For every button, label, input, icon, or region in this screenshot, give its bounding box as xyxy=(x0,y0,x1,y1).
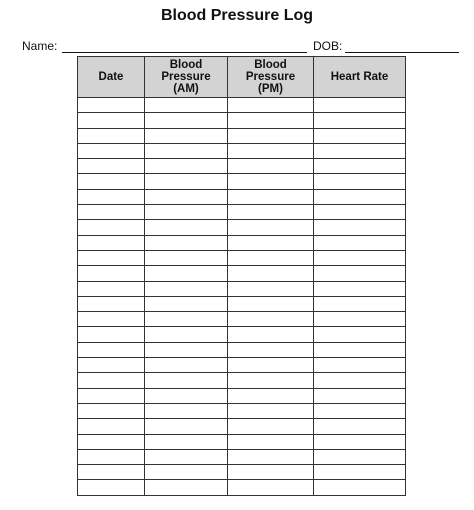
date-cell[interactable] xyxy=(78,434,145,449)
bp-pm-cell[interactable] xyxy=(228,373,314,388)
header-row xyxy=(78,57,406,98)
heart-rate-cell[interactable] xyxy=(314,98,406,113)
date-cell[interactable] xyxy=(78,403,145,418)
table-row xyxy=(78,480,406,495)
heart-rate-cell[interactable] xyxy=(314,465,406,480)
bp-pm-cell[interactable] xyxy=(228,403,314,418)
table-row xyxy=(78,403,406,418)
bp-pm-cell[interactable] xyxy=(228,312,314,327)
table-row xyxy=(78,434,406,449)
table-row xyxy=(78,327,406,342)
date-cell[interactable] xyxy=(78,98,145,113)
bp-am-cell[interactable] xyxy=(145,113,228,128)
table-row xyxy=(78,128,406,143)
heart-rate-cell[interactable] xyxy=(314,250,406,265)
table-row xyxy=(78,159,406,174)
bp-pm-cell[interactable] xyxy=(228,189,314,204)
heart-rate-cell[interactable] xyxy=(314,113,406,128)
bp-am-cell[interactable] xyxy=(145,189,228,204)
bp-am-cell[interactable] xyxy=(145,480,228,495)
heart-rate-cell[interactable] xyxy=(314,128,406,143)
bp-pm-cell[interactable] xyxy=(228,327,314,342)
name-label: Name: xyxy=(22,39,58,53)
bp-am-cell[interactable] xyxy=(145,327,228,342)
date-cell[interactable] xyxy=(78,296,145,311)
column-header-bp-pm: Blood Pressure (PM) xyxy=(228,57,314,98)
date-cell[interactable] xyxy=(78,250,145,265)
heart-rate-cell[interactable] xyxy=(314,434,406,449)
bp-pm-cell[interactable] xyxy=(228,205,314,220)
bp-am-cell[interactable] xyxy=(145,449,228,464)
bp-pm-cell[interactable] xyxy=(228,342,314,357)
bp-pm-cell[interactable] xyxy=(228,296,314,311)
bp-pm-cell[interactable] xyxy=(228,388,314,403)
heart-rate-cell[interactable] xyxy=(314,281,406,296)
heart-rate-cell[interactable] xyxy=(314,189,406,204)
bp-am-cell[interactable] xyxy=(145,266,228,281)
bp-am-cell[interactable] xyxy=(145,220,228,235)
date-cell[interactable] xyxy=(78,388,145,403)
heart-rate-cell[interactable] xyxy=(314,266,406,281)
bp-am-cell[interactable] xyxy=(145,434,228,449)
bp-pm-cell[interactable] xyxy=(228,98,314,113)
blood-pressure-log-table xyxy=(77,56,406,496)
bp-am-cell[interactable] xyxy=(145,159,228,174)
table-row xyxy=(78,143,406,158)
table-row xyxy=(78,281,406,296)
heart-rate-cell[interactable] xyxy=(314,373,406,388)
bp-am-cell[interactable] xyxy=(145,373,228,388)
table-row xyxy=(78,250,406,265)
heart-rate-cell[interactable] xyxy=(314,205,406,220)
heart-rate-cell[interactable] xyxy=(314,296,406,311)
table-row xyxy=(78,465,406,480)
table-row xyxy=(78,266,406,281)
bp-pm-cell[interactable] xyxy=(228,358,314,373)
bp-am-cell[interactable] xyxy=(145,296,228,311)
date-cell[interactable] xyxy=(78,205,145,220)
table-row xyxy=(78,388,406,403)
heart-rate-cell[interactable] xyxy=(314,159,406,174)
bp-am-cell[interactable] xyxy=(145,98,228,113)
bp-pm-cell[interactable] xyxy=(228,449,314,464)
table-row xyxy=(78,220,406,235)
heart-rate-cell[interactable] xyxy=(314,388,406,403)
table-row xyxy=(78,312,406,327)
heart-rate-cell[interactable] xyxy=(314,235,406,250)
bp-am-cell[interactable] xyxy=(145,312,228,327)
table-row xyxy=(78,113,406,128)
column-header-date: Date xyxy=(78,57,145,98)
bp-am-cell[interactable] xyxy=(145,128,228,143)
log-body xyxy=(78,98,406,496)
bp-am-cell[interactable] xyxy=(145,281,228,296)
bp-am-cell[interactable] xyxy=(145,235,228,250)
heart-rate-cell[interactable] xyxy=(314,480,406,495)
heart-rate-cell[interactable] xyxy=(314,312,406,327)
dob-label: DOB: xyxy=(313,39,343,53)
bp-am-cell[interactable] xyxy=(145,342,228,357)
bp-pm-cell[interactable] xyxy=(228,113,314,128)
table-row xyxy=(78,174,406,189)
heart-rate-cell[interactable] xyxy=(314,358,406,373)
table-row xyxy=(78,189,406,204)
date-cell[interactable] xyxy=(78,373,145,388)
table-row xyxy=(78,342,406,357)
bp-am-cell[interactable] xyxy=(145,143,228,158)
bp-pm-cell[interactable] xyxy=(228,419,314,434)
date-cell[interactable] xyxy=(78,358,145,373)
date-cell[interactable] xyxy=(78,220,145,235)
dob-entry-line[interactable] xyxy=(345,52,459,53)
date-cell[interactable] xyxy=(78,480,145,495)
bp-am-cell[interactable] xyxy=(145,388,228,403)
heart-rate-cell[interactable] xyxy=(314,327,406,342)
bp-pm-cell[interactable] xyxy=(228,250,314,265)
bp-pm-cell[interactable] xyxy=(228,143,314,158)
bp-pm-cell[interactable] xyxy=(228,128,314,143)
date-cell[interactable] xyxy=(78,266,145,281)
bp-am-cell[interactable] xyxy=(145,205,228,220)
bp-pm-cell[interactable] xyxy=(228,235,314,250)
date-cell[interactable] xyxy=(78,174,145,189)
table-row xyxy=(78,98,406,113)
heart-rate-cell[interactable] xyxy=(314,220,406,235)
table-row xyxy=(78,449,406,464)
name-entry-line[interactable] xyxy=(62,52,307,53)
bp-am-cell[interactable] xyxy=(145,250,228,265)
bp-am-cell[interactable] xyxy=(145,174,228,189)
table-row xyxy=(78,296,406,311)
date-cell[interactable] xyxy=(78,128,145,143)
bp-pm-cell[interactable] xyxy=(228,159,314,174)
bp-pm-cell[interactable] xyxy=(228,220,314,235)
date-cell[interactable] xyxy=(78,235,145,250)
date-cell[interactable] xyxy=(78,419,145,434)
bp-am-cell[interactable] xyxy=(145,419,228,434)
date-cell[interactable] xyxy=(78,342,145,357)
table-row xyxy=(78,373,406,388)
date-cell[interactable] xyxy=(78,113,145,128)
bp-pm-cell[interactable] xyxy=(228,434,314,449)
bp-pm-cell[interactable] xyxy=(228,465,314,480)
bp-am-cell[interactable] xyxy=(145,465,228,480)
bp-pm-cell[interactable] xyxy=(228,266,314,281)
table-row xyxy=(78,358,406,373)
heart-rate-cell[interactable] xyxy=(314,419,406,434)
bp-pm-cell[interactable] xyxy=(228,174,314,189)
heart-rate-cell[interactable] xyxy=(314,342,406,357)
date-cell[interactable] xyxy=(78,159,145,174)
date-cell[interactable] xyxy=(78,281,145,296)
heart-rate-cell[interactable] xyxy=(314,143,406,158)
date-cell[interactable] xyxy=(78,189,145,204)
bp-am-cell[interactable] xyxy=(145,358,228,373)
date-cell[interactable] xyxy=(78,327,145,342)
date-cell[interactable] xyxy=(78,312,145,327)
bp-pm-cell[interactable] xyxy=(228,281,314,296)
heart-rate-cell[interactable] xyxy=(314,403,406,418)
table-row xyxy=(78,419,406,434)
date-cell[interactable] xyxy=(78,143,145,158)
date-cell[interactable] xyxy=(78,465,145,480)
bp-am-cell[interactable] xyxy=(145,403,228,418)
heart-rate-cell[interactable] xyxy=(314,174,406,189)
column-header-heart-rate: Heart Rate xyxy=(314,57,406,98)
document-title: Blood Pressure Log xyxy=(160,7,314,24)
column-header-bp-am: Blood Pressure (AM) xyxy=(145,57,228,98)
table-row xyxy=(78,205,406,220)
heart-rate-cell[interactable] xyxy=(314,449,406,464)
bp-pm-cell[interactable] xyxy=(228,480,314,495)
date-cell[interactable] xyxy=(78,449,145,464)
table-row xyxy=(78,235,406,250)
